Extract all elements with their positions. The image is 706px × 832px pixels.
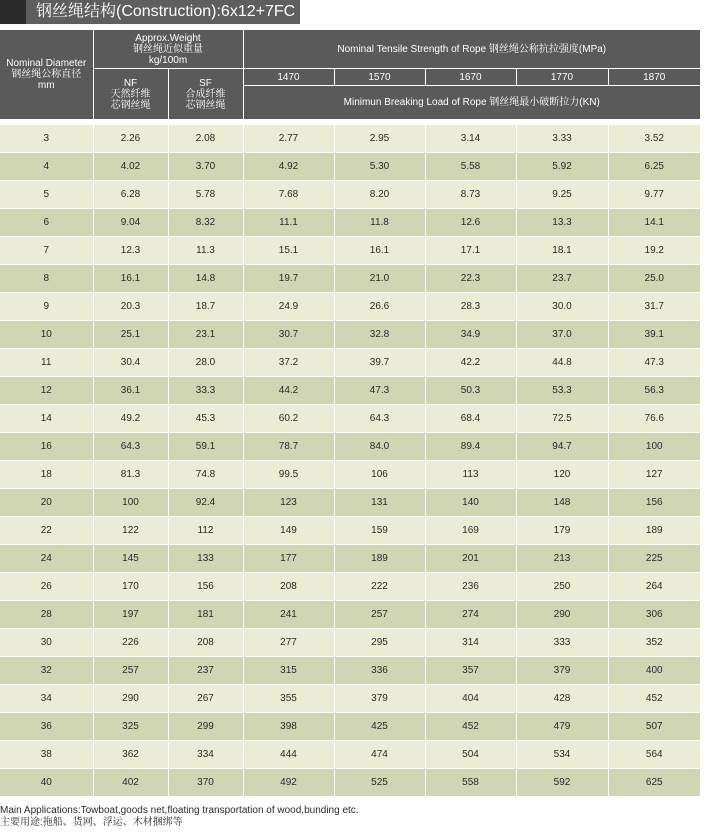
load-1770-cell: 30.0 [516, 293, 608, 321]
load-1470-cell: 15.1 [243, 237, 334, 265]
load-1670-cell: 452 [425, 713, 516, 741]
weight-nf-cell: 325 [93, 713, 168, 741]
diameter-cell: 20 [0, 489, 93, 517]
diameter-cell: 24 [0, 545, 93, 573]
table-row [0, 629, 700, 657]
weight-sf-cell: 112 [168, 517, 243, 545]
load-1470-cell: 37.2 [243, 349, 334, 377]
load-1570-cell: 295 [334, 629, 425, 657]
load-1570-cell: 2.95 [334, 125, 425, 153]
load-1870-cell: 9.77 [608, 181, 700, 209]
grade-1570-header: 1570 [334, 69, 425, 86]
load-1870-cell: 3.52 [608, 125, 700, 153]
diameter-cell: 32 [0, 657, 93, 685]
load-1570-cell: 11.8 [334, 209, 425, 237]
load-1470-cell: 315 [243, 657, 334, 685]
load-1570-cell: 84.0 [334, 433, 425, 461]
weight-sf-cell: 5.78 [168, 181, 243, 209]
weight-nf-cell: 81.3 [93, 461, 168, 489]
load-1870-cell: 14.1 [608, 209, 700, 237]
diameter-cell: 36 [0, 713, 93, 741]
load-1570-cell: 106 [334, 461, 425, 489]
load-1870-cell: 452 [608, 685, 700, 713]
weight-sf-cell: 18.7 [168, 293, 243, 321]
load-1470-cell: 99.5 [243, 461, 334, 489]
load-1470-cell: 355 [243, 685, 334, 713]
load-1870-cell: 264 [608, 573, 700, 601]
load-1770-cell: 23.7 [516, 265, 608, 293]
weight-sf-cell: 133 [168, 545, 243, 573]
load-1770-cell: 37.0 [516, 321, 608, 349]
load-1770-cell: 5.92 [516, 153, 608, 181]
load-1470-cell: 4.92 [243, 153, 334, 181]
load-1870-cell: 39.1 [608, 321, 700, 349]
nf-label: NF [123, 77, 138, 89]
grade-1870-header: 1870 [608, 69, 700, 86]
weight-nf-cell: 226 [93, 629, 168, 657]
weight-nf-cell: 290 [93, 685, 168, 713]
load-1570-cell: 26.6 [334, 293, 425, 321]
load-1470-cell: 398 [243, 713, 334, 741]
load-1470-cell: 7.68 [243, 181, 334, 209]
sf-zh-line2: 芯钢丝绳 [185, 99, 226, 111]
weight-nf-cell: 4.02 [93, 153, 168, 181]
table-row [0, 741, 700, 769]
load-1770-cell: 94.7 [516, 433, 608, 461]
weight-nf-cell: 6.28 [93, 181, 168, 209]
weight-nf-cell: 402 [93, 769, 168, 797]
diameter-cell: 6 [0, 209, 93, 237]
load-1670-cell: 3.14 [425, 125, 516, 153]
weight-sf-cell: 334 [168, 741, 243, 769]
diameter-cell: 22 [0, 517, 93, 545]
table-row [0, 125, 700, 153]
table-row [0, 517, 700, 545]
weight-nf-cell: 197 [93, 601, 168, 629]
load-1670-cell: 8.73 [425, 181, 516, 209]
table-row [0, 713, 700, 741]
load-1570-cell: 336 [334, 657, 425, 685]
grade-1770-header: 1770 [516, 69, 608, 86]
load-1670-cell: 357 [425, 657, 516, 685]
diameter-cell: 34 [0, 685, 93, 713]
diameter-cell: 18 [0, 461, 93, 489]
table-row [0, 657, 700, 685]
weight-nf-cell: 145 [93, 545, 168, 573]
load-1570-cell: 47.3 [334, 377, 425, 405]
load-1570-cell: 474 [334, 741, 425, 769]
weight-sf-cell: 28.0 [168, 349, 243, 377]
weight-sf-cell: 370 [168, 769, 243, 797]
load-1670-cell: 34.9 [425, 321, 516, 349]
diameter-cell: 28 [0, 601, 93, 629]
weight-sf-cell: 181 [168, 601, 243, 629]
table-row [0, 489, 700, 517]
weight-sf-cell: 2.08 [168, 125, 243, 153]
diameter-cell: 7 [0, 237, 93, 265]
load-1470-cell: 30.7 [243, 321, 334, 349]
diameter-cell: 38 [0, 741, 93, 769]
diameter-cell: 40 [0, 769, 93, 797]
load-1770-cell: 148 [516, 489, 608, 517]
load-1770-cell: 44.8 [516, 349, 608, 377]
load-1670-cell: 5.58 [425, 153, 516, 181]
load-1770-cell: 213 [516, 545, 608, 573]
weight-sf-cell: 14.8 [168, 265, 243, 293]
load-1570-cell: 189 [334, 545, 425, 573]
load-1870-cell: 352 [608, 629, 700, 657]
load-1770-cell: 333 [516, 629, 608, 657]
load-1770-cell: 534 [516, 741, 608, 769]
weight-nf-cell: 20.3 [93, 293, 168, 321]
load-1870-cell: 225 [608, 545, 700, 573]
load-1470-cell: 177 [243, 545, 334, 573]
load-1670-cell: 42.2 [425, 349, 516, 377]
load-1570-cell: 39.7 [334, 349, 425, 377]
load-1870-cell: 25.0 [608, 265, 700, 293]
load-1770-cell: 250 [516, 573, 608, 601]
load-1470-cell: 277 [243, 629, 334, 657]
load-1770-cell: 179 [516, 517, 608, 545]
load-1470-cell: 492 [243, 769, 334, 797]
load-1870-cell: 56.3 [608, 377, 700, 405]
load-1770-cell: 290 [516, 601, 608, 629]
load-1670-cell: 50.3 [425, 377, 516, 405]
weight-nf-cell: 122 [93, 517, 168, 545]
diameter-cell: 11 [0, 349, 93, 377]
load-1470-cell: 149 [243, 517, 334, 545]
weight-sf-cell: 3.70 [168, 153, 243, 181]
sf-zh-line1: 合成纤维 [185, 88, 226, 100]
load-1870-cell: 31.7 [608, 293, 700, 321]
weight-nf-cell: 49.2 [93, 405, 168, 433]
approx-weight-en: Approx.Weight [135, 32, 201, 44]
load-1570-cell: 32.8 [334, 321, 425, 349]
weight-sf-cell: 33.3 [168, 377, 243, 405]
load-1670-cell: 504 [425, 741, 516, 769]
load-1470-cell: 123 [243, 489, 334, 517]
load-1470-cell: 44.2 [243, 377, 334, 405]
nominal-diameter-header [0, 30, 93, 120]
weight-sf-cell: 237 [168, 657, 243, 685]
load-1570-cell: 131 [334, 489, 425, 517]
table-row [0, 769, 700, 797]
table-row [0, 573, 700, 601]
sf-label: SF [199, 77, 212, 89]
diameter-cell: 10 [0, 321, 93, 349]
table-row [0, 153, 700, 181]
diameter-cell: 16 [0, 433, 93, 461]
weight-sf-cell: 92.4 [168, 489, 243, 517]
load-1670-cell: 68.4 [425, 405, 516, 433]
load-1770-cell: 72.5 [516, 405, 608, 433]
table-row [0, 685, 700, 713]
load-1570-cell: 379 [334, 685, 425, 713]
nf-zh-line1: 天然纤维 [110, 88, 151, 100]
weight-sf-cell: 156 [168, 573, 243, 601]
weight-sf-cell: 59.1 [168, 433, 243, 461]
load-1470-cell: 24.9 [243, 293, 334, 321]
nominal-diameter-unit: mm [37, 80, 55, 91]
nf-header [93, 69, 168, 120]
weight-nf-cell: 16.1 [93, 265, 168, 293]
weight-sf-cell: 11.3 [168, 237, 243, 265]
load-1570-cell: 5.30 [334, 153, 425, 181]
load-1770-cell: 18.1 [516, 237, 608, 265]
diameter-cell: 3 [0, 125, 93, 153]
weight-sf-cell: 208 [168, 629, 243, 657]
applications-zh: 主要用途:拖船、货网、浮运、木材捆绑等 [0, 817, 183, 828]
load-1770-cell: 120 [516, 461, 608, 489]
load-1870-cell: 400 [608, 657, 700, 685]
page-title: 钢丝绳结构(Construction):6x12+7FC [36, 3, 296, 20]
load-1770-cell: 428 [516, 685, 608, 713]
load-1670-cell: 17.1 [425, 237, 516, 265]
load-1670-cell: 201 [425, 545, 516, 573]
diameter-cell: 14 [0, 405, 93, 433]
weight-sf-cell: 8.32 [168, 209, 243, 237]
load-1870-cell: 19.2 [608, 237, 700, 265]
load-1770-cell: 9.25 [516, 181, 608, 209]
grade-1670-header: 1670 [425, 69, 516, 86]
load-1570-cell: 159 [334, 517, 425, 545]
table-row [0, 601, 700, 629]
load-1470-cell: 208 [243, 573, 334, 601]
load-1570-cell: 525 [334, 769, 425, 797]
load-1870-cell: 625 [608, 769, 700, 797]
weight-nf-cell: 36.1 [93, 377, 168, 405]
table-row [0, 293, 700, 321]
table-row [0, 377, 700, 405]
table-row [0, 545, 700, 573]
table-row [0, 321, 700, 349]
diameter-cell: 5 [0, 181, 93, 209]
weight-sf-cell: 23.1 [168, 321, 243, 349]
load-1570-cell: 21.0 [334, 265, 425, 293]
load-1470-cell: 2.77 [243, 125, 334, 153]
load-1670-cell: 236 [425, 573, 516, 601]
table-row [0, 181, 700, 209]
diameter-cell: 8 [0, 265, 93, 293]
load-1770-cell: 53.3 [516, 377, 608, 405]
load-1670-cell: 89.4 [425, 433, 516, 461]
load-1470-cell: 241 [243, 601, 334, 629]
applications-en: Main Applications:Towboat,goods net,floating transportation of wood,bunding etc. [0, 805, 359, 816]
weight-nf-cell: 30.4 [93, 349, 168, 377]
load-1570-cell: 257 [334, 601, 425, 629]
title-bar [0, 0, 300, 24]
load-1470-cell: 78.7 [243, 433, 334, 461]
load-1770-cell: 13.3 [516, 209, 608, 237]
load-1870-cell: 76.6 [608, 405, 700, 433]
approx-weight-unit: kg/100m [148, 54, 188, 66]
load-1870-cell: 6.25 [608, 153, 700, 181]
weight-nf-cell: 25.1 [93, 321, 168, 349]
weight-nf-cell: 64.3 [93, 433, 168, 461]
load-1770-cell: 592 [516, 769, 608, 797]
table-row [0, 405, 700, 433]
diameter-cell: 30 [0, 629, 93, 657]
title-marker [0, 0, 26, 24]
load-1570-cell: 64.3 [334, 405, 425, 433]
rope-spec-table [0, 30, 700, 797]
table-row [0, 209, 700, 237]
load-1470-cell: 444 [243, 741, 334, 769]
load-1870-cell: 306 [608, 601, 700, 629]
weight-sf-cell: 299 [168, 713, 243, 741]
weight-nf-cell: 12.3 [93, 237, 168, 265]
sf-header [168, 69, 243, 120]
load-1770-cell: 379 [516, 657, 608, 685]
load-1870-cell: 47.3 [608, 349, 700, 377]
load-1870-cell: 100 [608, 433, 700, 461]
load-1870-cell: 189 [608, 517, 700, 545]
load-1470-cell: 60.2 [243, 405, 334, 433]
weight-nf-cell: 362 [93, 741, 168, 769]
load-1870-cell: 564 [608, 741, 700, 769]
weight-nf-cell: 170 [93, 573, 168, 601]
weight-nf-cell: 9.04 [93, 209, 168, 237]
approx-weight-header [93, 30, 243, 69]
load-1570-cell: 425 [334, 713, 425, 741]
nominal-diameter-en: Nominal Diameter [6, 58, 87, 69]
weight-sf-cell: 267 [168, 685, 243, 713]
table-row [0, 433, 700, 461]
load-1470-cell: 11.1 [243, 209, 334, 237]
nominal-diameter-zh: 钢丝绳公称直径 [11, 69, 82, 80]
weight-sf-cell: 45.3 [168, 405, 243, 433]
tensile-strength-header: Nominal Tensile Strength of Rope 钢丝绳公称抗拉强度(MPa) [243, 30, 700, 69]
load-1670-cell: 169 [425, 517, 516, 545]
table-row [0, 265, 700, 293]
breaking-load-header: Minimun Breaking Load of Rope 钢丝绳最小破断拉力(KN) [243, 86, 700, 120]
load-1870-cell: 127 [608, 461, 700, 489]
weight-nf-cell: 100 [93, 489, 168, 517]
load-1670-cell: 28.3 [425, 293, 516, 321]
load-1570-cell: 8.20 [334, 181, 425, 209]
load-1670-cell: 274 [425, 601, 516, 629]
diameter-cell: 12 [0, 377, 93, 405]
load-1770-cell: 479 [516, 713, 608, 741]
nf-zh-line2: 芯钢丝绳 [110, 99, 151, 111]
load-1570-cell: 16.1 [334, 237, 425, 265]
applications-note [0, 805, 359, 829]
table-row [0, 237, 700, 265]
load-1770-cell: 3.33 [516, 125, 608, 153]
load-1570-cell: 222 [334, 573, 425, 601]
load-1670-cell: 22.3 [425, 265, 516, 293]
load-1870-cell: 507 [608, 713, 700, 741]
load-1670-cell: 140 [425, 489, 516, 517]
diameter-cell: 26 [0, 573, 93, 601]
load-1670-cell: 12.6 [425, 209, 516, 237]
approx-weight-zh: 钢丝绳近似重量 [133, 43, 203, 55]
weight-nf-cell: 2.26 [93, 125, 168, 153]
table-row [0, 349, 700, 377]
diameter-cell: 4 [0, 153, 93, 181]
load-1470-cell: 19.7 [243, 265, 334, 293]
load-1670-cell: 113 [425, 461, 516, 489]
load-1670-cell: 314 [425, 629, 516, 657]
load-1870-cell: 156 [608, 489, 700, 517]
table-row [0, 461, 700, 489]
weight-sf-cell: 74.8 [168, 461, 243, 489]
load-1670-cell: 558 [425, 769, 516, 797]
grade-1470-header: 1470 [243, 69, 334, 86]
weight-nf-cell: 257 [93, 657, 168, 685]
diameter-cell: 9 [0, 293, 93, 321]
load-1670-cell: 404 [425, 685, 516, 713]
table-body [0, 120, 700, 797]
